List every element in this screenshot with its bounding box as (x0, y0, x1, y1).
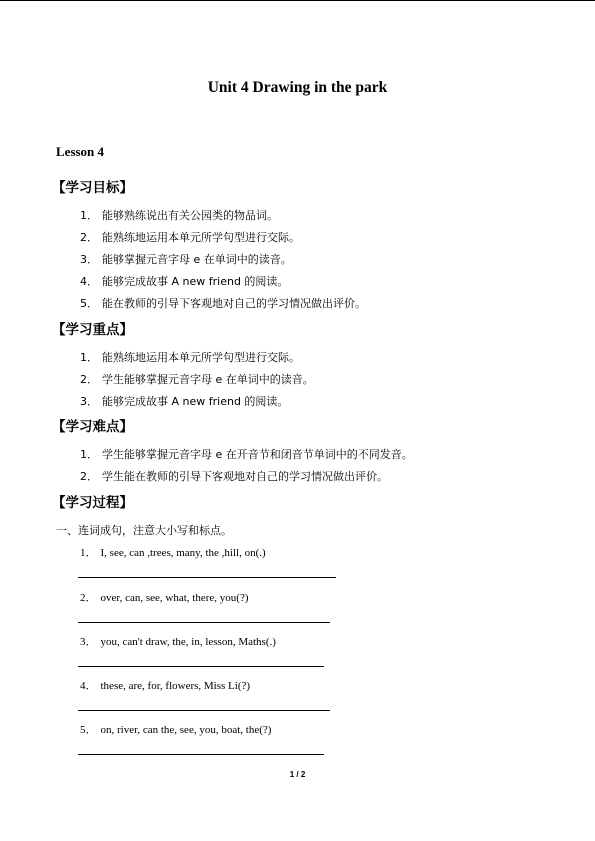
item-text: 能够掌握元音字母 e 在单词中的读音。 (102, 253, 292, 266)
item-number: 4． (80, 275, 98, 288)
item-number: 4． (80, 680, 97, 692)
item-number: 5． (80, 724, 97, 736)
exercise-instruction: 一、连词成句，注意大小写和标点。 (56, 524, 232, 537)
key-point-item (80, 371, 314, 387)
goal-item (80, 229, 300, 245)
section-heading-difficulties: 【学习难点】 (52, 419, 133, 435)
item-number: 2． (80, 231, 98, 244)
key-point-item (80, 349, 300, 365)
item-number: 1． (80, 209, 98, 222)
question-text: on, river, can the, see, you, boat, the(?) (100, 724, 272, 736)
key-point-item (80, 393, 288, 409)
header-rule (0, 0, 595, 1)
page-number: 1 / 2 (289, 770, 306, 779)
item-text: 能够完成故事 A new friend 的阅读。 (102, 275, 289, 288)
difficulty-item (80, 446, 413, 462)
question-text: over, can, see, what, there, you(?) (100, 592, 249, 604)
answer-line[interactable] (78, 666, 324, 667)
item-number: 1． (80, 547, 97, 559)
exercise-question (80, 544, 266, 560)
item-number: 3． (80, 636, 97, 648)
answer-line[interactable] (78, 754, 324, 755)
goal-item (80, 207, 278, 223)
item-text: 能够完成故事 A new friend 的阅读。 (102, 395, 289, 408)
exercise-question (80, 677, 250, 693)
item-number: 3． (80, 395, 98, 408)
item-number: 3． (80, 253, 98, 266)
answer-line[interactable] (78, 622, 330, 623)
answer-line[interactable] (78, 710, 330, 711)
question-text: these, are, for, flowers, Miss Li(?) (100, 680, 251, 692)
item-number: 1． (80, 448, 98, 461)
section-heading-goals: 【学习目标】 (52, 180, 133, 196)
item-text: 能够熟练说出有关公园类的物品词。 (102, 209, 278, 222)
document-title: Unit 4 Drawing in the park (207, 79, 388, 96)
exercise-question (80, 589, 249, 605)
item-number: 2． (80, 373, 98, 386)
item-number: 2． (80, 470, 98, 483)
item-text: 能熟练地运用本单元所学句型进行交际。 (102, 351, 300, 364)
lesson-heading: Lesson 4 (56, 144, 105, 159)
section-heading-key-points: 【学习重点】 (52, 322, 133, 338)
goal-item (80, 273, 288, 289)
item-text: 学生能在教师的引导下客观地对自己的学习情况做出评价。 (102, 470, 388, 483)
item-number: 5． (80, 297, 98, 310)
item-number: 2． (80, 592, 97, 604)
question-text: I, see, can ,trees, many, the ,hill, on(.) (100, 547, 266, 559)
section-heading-process: 【学习过程】 (52, 495, 133, 511)
item-number: 1． (80, 351, 98, 364)
item-text: 能在教师的引导下客观地对自己的学习情况做出评价。 (102, 297, 366, 310)
goal-item (80, 251, 292, 267)
answer-line[interactable] (78, 577, 336, 578)
exercise-question (80, 721, 271, 737)
exercise-question (80, 633, 276, 649)
goal-item (80, 295, 366, 311)
item-text: 学生能够掌握元音字母 e 在开音节和闭音节单词中的不同发音。 (102, 448, 413, 461)
difficulty-item (80, 468, 388, 484)
item-text: 能熟练地运用本单元所学句型进行交际。 (102, 231, 300, 244)
question-text: you, can't draw, the, in, lesson, Maths(.) (100, 636, 276, 648)
item-text: 学生能够掌握元音字母 e 在单词中的读音。 (102, 373, 314, 386)
